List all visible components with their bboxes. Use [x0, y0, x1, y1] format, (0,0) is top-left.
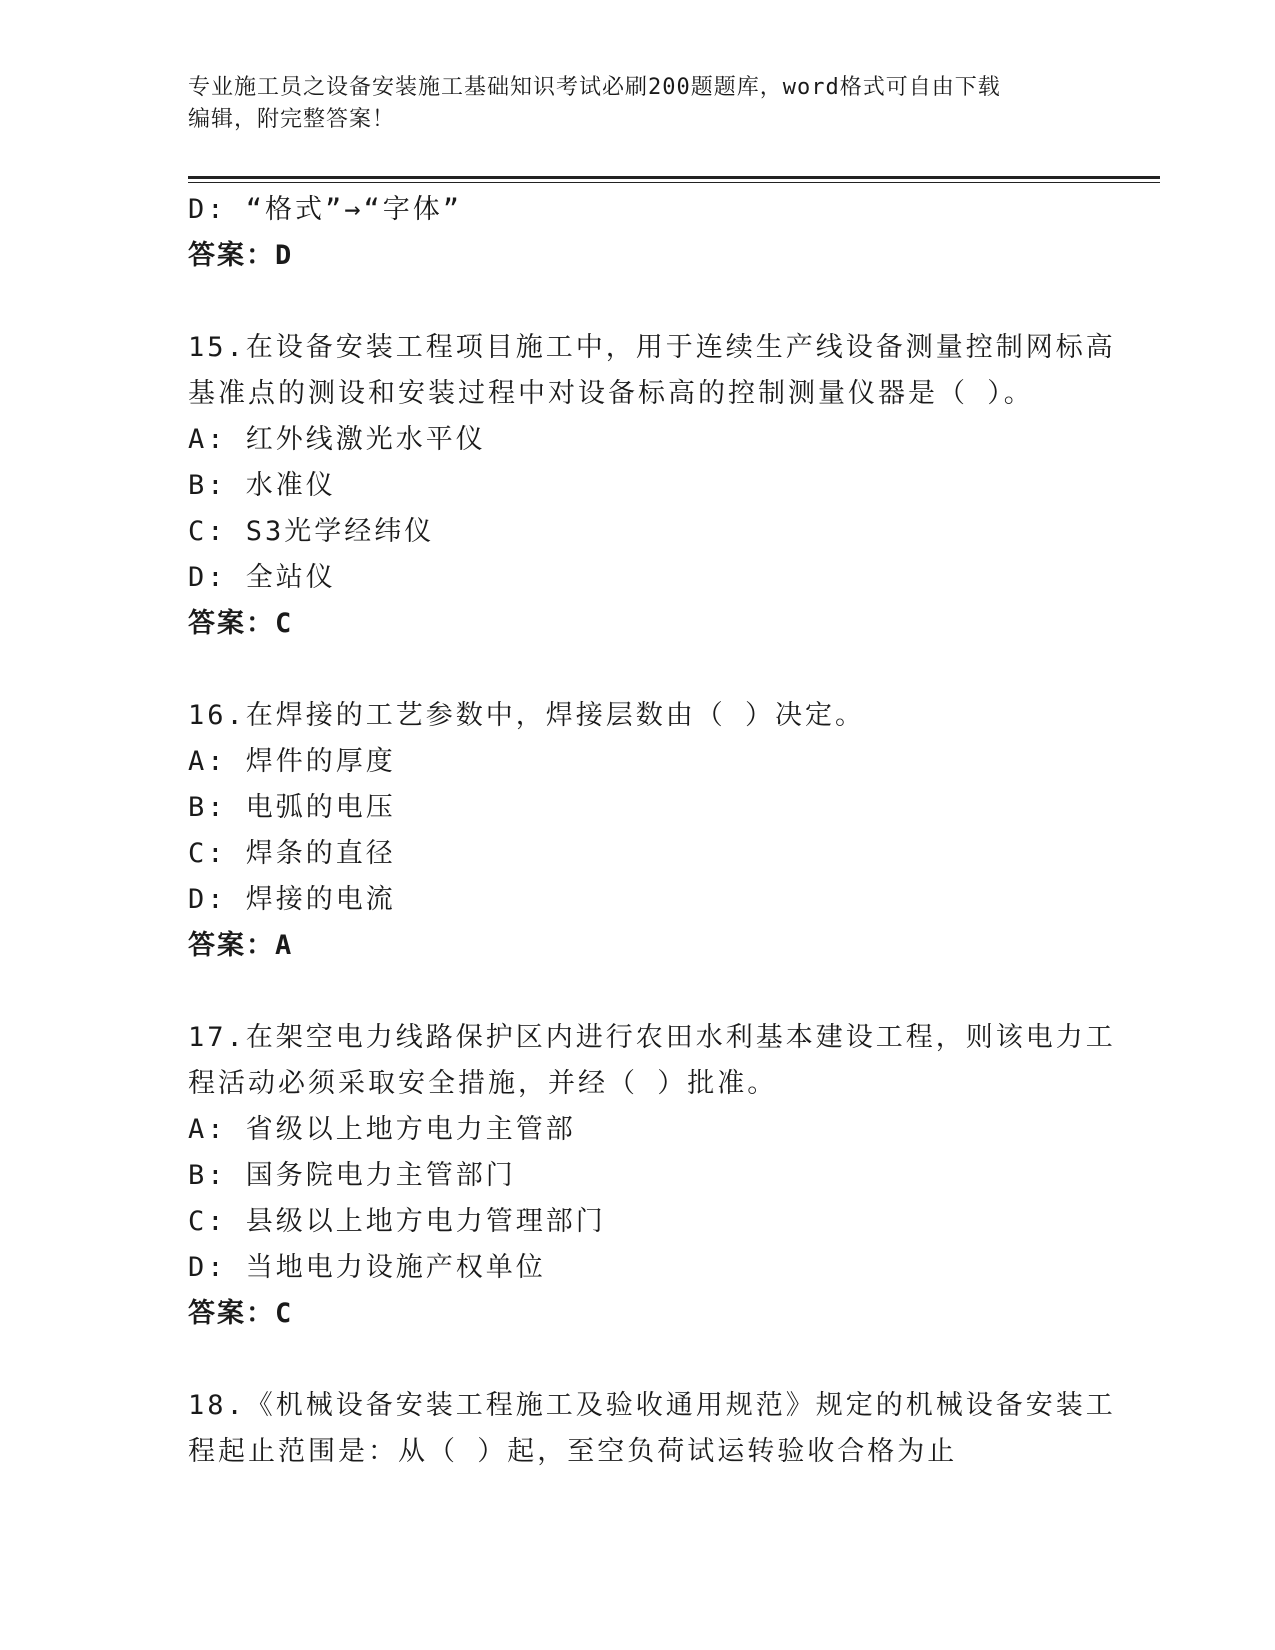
question-text-cont: 基准点的测设和安装过程中对设备标高的控制测量仪器是（ ）。: [188, 378, 1034, 409]
header-line-2: 编辑，附完整答案！: [188, 107, 396, 132]
question-text: 15.在设备安装工程项目施工中，用于连续生产线设备测量控制网标高: [188, 332, 1116, 363]
option-d: D: 焊接的电流: [188, 884, 396, 915]
question-block: [188, 325, 1116, 647]
option-a: A: 省级以上地方电力主管部: [188, 1114, 576, 1145]
option-a: A: 焊件的厚度: [188, 746, 396, 777]
question-block: [188, 693, 1088, 969]
question-block: [188, 1015, 1116, 1337]
question-text: 17.在架空电力线路保护区内进行农田水利基本建设工程，则该电力工: [188, 1022, 1116, 1053]
option-b: B: 电弧的电压: [188, 792, 396, 823]
answer-line: 答案：C: [188, 1298, 294, 1329]
option-a: A: 红外线激光水平仪: [188, 424, 486, 455]
option-d: D: “格式”→“字体”: [188, 194, 463, 225]
header-line-1: 专业施工员之设备安装施工基础知识考试必刷200题题库，word格式可自由下载: [188, 75, 1001, 100]
option-c: C: S3光学经纬仪: [188, 516, 435, 547]
answer-line: 答案：C: [188, 608, 294, 639]
header-divider-thin: [188, 182, 1160, 183]
question-text: 18.《机械设备安装工程施工及验收通用规范》规定的机械设备安装工: [188, 1390, 1116, 1421]
question-block: [188, 1383, 1116, 1475]
question-list: [188, 187, 1116, 1475]
option-d: D: 全站仪: [188, 562, 336, 593]
option-b: B: 国务院电力主管部门: [188, 1160, 516, 1191]
option-d: D: 当地电力设施产权单位: [188, 1252, 546, 1283]
answer-line: 答案：A: [188, 930, 294, 961]
question-text-cont: 程起止范围是：从（ ）起，至空负荷试运转验收合格为止: [188, 1436, 958, 1467]
option-c: C: 县级以上地方电力管理部门: [188, 1206, 606, 1237]
option-b: B: 水准仪: [188, 470, 336, 501]
document-header: [188, 72, 1088, 136]
question-text: 16.在焊接的工艺参数中，焊接层数由（ ）决定。: [188, 700, 866, 731]
answer-line: 答案：D: [188, 240, 294, 271]
option-c: C: 焊条的直径: [188, 838, 396, 869]
question-text-cont: 程活动必须采取安全措施，并经（ ）批准。: [188, 1068, 778, 1099]
header-divider: [188, 176, 1160, 179]
